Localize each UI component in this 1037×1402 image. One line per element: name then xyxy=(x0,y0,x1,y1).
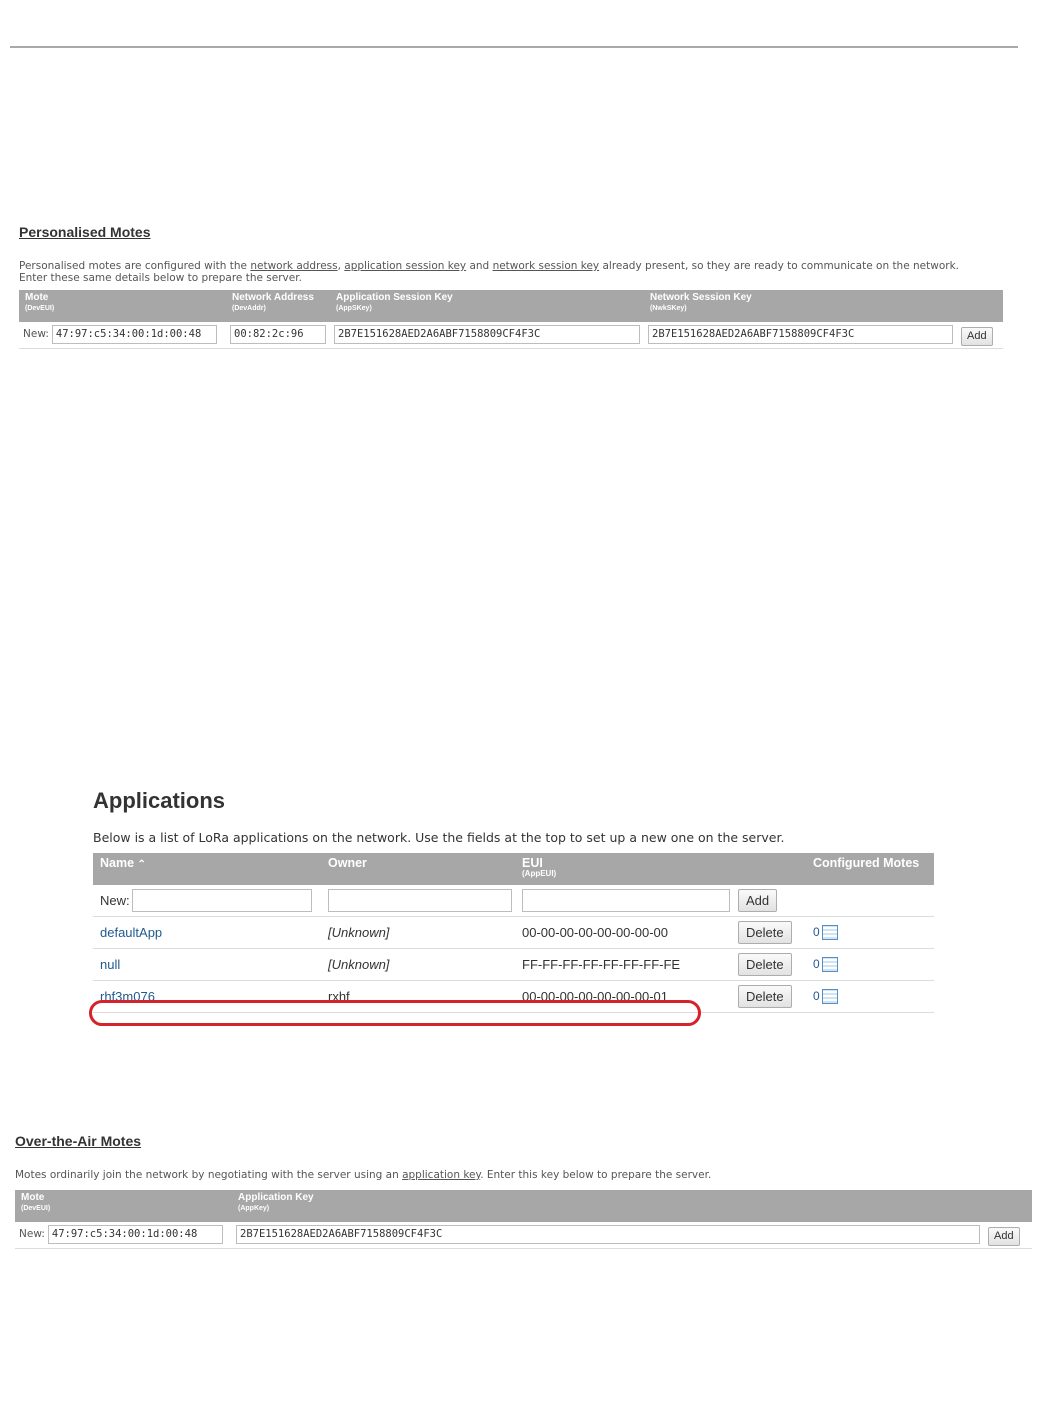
application-name-input[interactable] xyxy=(132,889,312,912)
new-application-row xyxy=(93,885,934,917)
application-owner: [Unknown] xyxy=(328,925,390,940)
new-label: New: xyxy=(100,893,130,908)
column-header-actions xyxy=(957,290,1003,322)
application-owner: [Unknown] xyxy=(328,957,390,972)
nwk-session-key-input[interactable]: 2B7E151628AED2A6ABF7158809CF4F3C xyxy=(648,325,953,344)
delete-application-button[interactable]: Delete xyxy=(738,921,792,944)
table-header-row xyxy=(93,853,934,885)
column-header-actions xyxy=(731,853,806,885)
application-key-input[interactable]: 2B7E151628AED2A6ABF7158809CF4F3C xyxy=(236,1225,980,1244)
list-motes-icon[interactable] xyxy=(822,957,838,972)
mote-deveui-input[interactable]: 47:97:c5:34:00:1d:00:48 xyxy=(52,325,217,344)
new-mote-row xyxy=(15,1222,1032,1248)
add-personalised-mote-button[interactable]: Add xyxy=(961,327,993,346)
application-owner-input[interactable] xyxy=(328,889,512,912)
table-row xyxy=(93,917,934,949)
column-header-configured-motes: Configured Motes xyxy=(806,853,934,885)
column-header-app-session-key: Application Session Key (AppSKey) xyxy=(330,290,644,322)
column-header-actions xyxy=(984,1190,1032,1222)
configured-motes-count[interactable]: 0 xyxy=(813,925,820,939)
configured-motes-count[interactable]: 0 xyxy=(813,957,820,971)
column-header-nwk-session-key: Network Session Key (NwkSKey) xyxy=(644,290,957,322)
add-application-button[interactable]: Add xyxy=(738,889,777,912)
column-header-mote: Mote (DevEUI) xyxy=(19,290,226,322)
delete-application-button[interactable]: Delete xyxy=(738,985,792,1008)
application-eui-input[interactable] xyxy=(522,889,730,912)
application-name-link[interactable]: rhf3m076 xyxy=(100,989,155,1004)
list-motes-icon[interactable] xyxy=(822,989,838,1004)
configured-motes-count[interactable]: 0 xyxy=(813,989,820,1003)
add-ota-mote-button[interactable]: Add xyxy=(988,1227,1020,1246)
personalised-motes-section xyxy=(19,224,1003,349)
application-eui: 00-00-00-00-00-00-00-01 xyxy=(515,981,731,1013)
application-eui: FF-FF-FF-FF-FF-FF-FF-FE xyxy=(515,949,731,981)
over-the-air-motes-title: Over-the-Air Motes xyxy=(15,1133,142,1149)
table-header-row xyxy=(19,290,1003,322)
network-address-input[interactable]: 00:82:2c:96 xyxy=(230,325,326,344)
column-header-application-key: Application Key (AppKey) xyxy=(232,1190,984,1222)
column-header-mote: Mote (DevEUI) xyxy=(15,1190,232,1222)
new-mote-row xyxy=(19,322,1003,348)
top-divider xyxy=(10,46,1018,48)
application-eui: 00-00-00-00-00-00-00-00 xyxy=(515,917,731,949)
new-label: New: xyxy=(23,328,49,341)
network-session-key-link[interactable]: network session key xyxy=(492,260,600,272)
applications-table xyxy=(93,853,934,1013)
application-owner: rxhf xyxy=(328,989,350,1004)
personalised-motes-description: Personalised motes are configured with the network address, application session key and network session key already present, so they are ready to communicate on the network. Enter these same details below to prepare the server. xyxy=(19,260,959,284)
over-the-air-motes-table xyxy=(15,1190,1032,1249)
applications-title: Applications xyxy=(93,788,226,813)
over-the-air-motes-description: Motes ordinarily join the network by negotiating with the server using an application key. Enter this key below to prepare the server. xyxy=(15,1169,712,1181)
network-address-link[interactable]: network address xyxy=(250,260,338,272)
column-header-network-address: Network Address (DevAddr) xyxy=(226,290,330,322)
applications-section xyxy=(93,788,934,1013)
table-header-row xyxy=(15,1190,1032,1222)
list-motes-icon[interactable] xyxy=(822,925,838,940)
over-the-air-motes-section xyxy=(15,1133,1032,1249)
app-session-key-input[interactable]: 2B7E151628AED2A6ABF7158809CF4F3C xyxy=(334,325,640,344)
personalised-motes-title: Personalised Motes xyxy=(19,224,151,240)
personalised-motes-table xyxy=(19,290,1003,349)
delete-application-button[interactable]: Delete xyxy=(738,953,792,976)
application-name-link[interactable]: null xyxy=(100,957,121,972)
table-row xyxy=(93,949,934,981)
column-header-eui: EUI (AppEUI) xyxy=(515,853,731,885)
application-name-link[interactable]: defaultApp xyxy=(100,925,163,940)
column-header-owner: Owner xyxy=(321,853,515,885)
column-header-name[interactable]: Name ⌃ xyxy=(93,853,321,885)
sort-ascending-icon: ⌃ xyxy=(137,859,146,870)
table-row xyxy=(93,981,934,1013)
new-label: New: xyxy=(19,1228,45,1241)
mote-deveui-input[interactable]: 47:97:c5:34:00:1d:00:48 xyxy=(48,1225,223,1244)
application-session-key-link[interactable]: application session key xyxy=(344,260,467,272)
application-key-link[interactable]: application key xyxy=(402,1169,481,1181)
applications-description: Below is a list of LoRa applications on the network. Use the fields at the top to set up a new one on the server. xyxy=(93,830,785,845)
